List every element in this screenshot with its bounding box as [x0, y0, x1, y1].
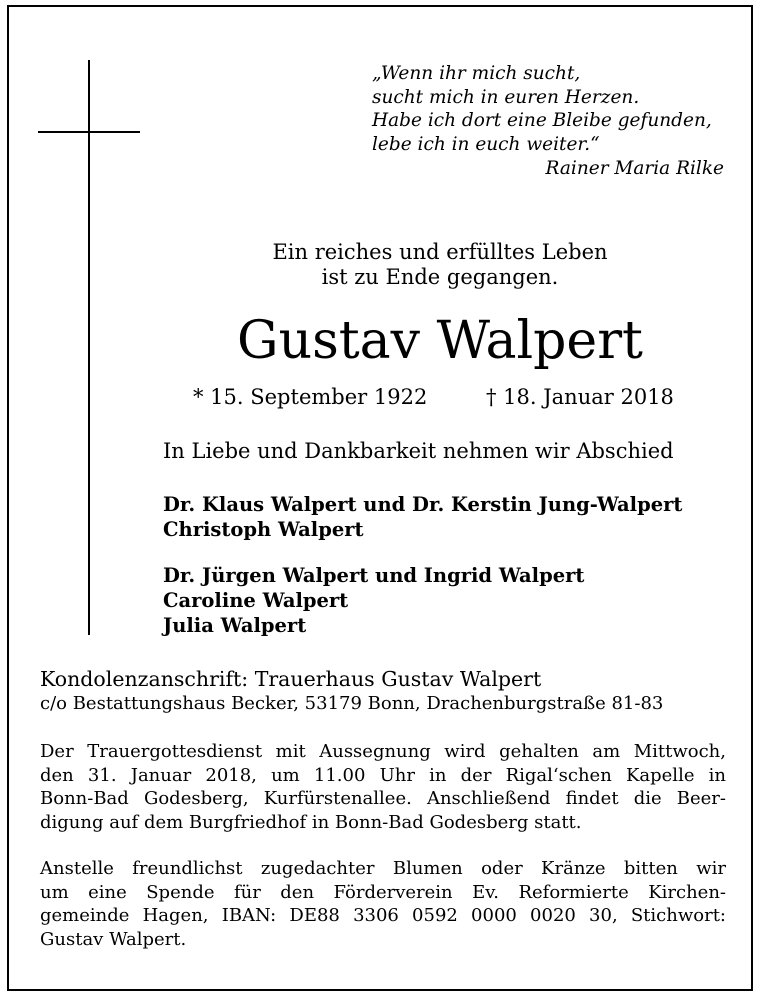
- service-line: den 31. Januar 2018, um 11.00 Uhr in der Rigal‘schen Kapelle in: [40, 764, 726, 786]
- donation-line: um eine Spende für den Förderverein Ev. Reformierte Kirchen-: [40, 881, 726, 903]
- deceased-name: Gustav Walpert: [237, 311, 643, 371]
- cross-horizontal-bar: [38, 131, 140, 133]
- intro-line: Ein reiches und erfülltes Leben: [272, 240, 608, 264]
- quote-line: Habe ich dort eine Bleibe gefunden,: [372, 110, 712, 131]
- quote-line: „Wenn ihr mich sucht,: [372, 63, 581, 84]
- donation-paragraph: [40, 857, 726, 951]
- donation-line: Anstelle freundlichst zugedachter Blumen oder Kränze bitten wir: [40, 858, 726, 879]
- family-member: Dr. Klaus Walpert und Dr. Kerstin Jung-Walpert: [163, 493, 683, 516]
- death-date: † 18. Januar 2018: [486, 385, 674, 409]
- service-line: digung auf dem Burgfriedhof in Bonn-Bad Godesberg statt.: [40, 811, 582, 833]
- donation-line: gemeinde Hagen, IBAN: DE88 3306 0592 0000 0020 30, Stichwort:: [40, 905, 726, 926]
- family-member: Julia Walpert: [163, 614, 307, 637]
- intro-line: ist zu Ende gegangen.: [321, 265, 559, 289]
- family-member: Caroline Walpert: [163, 589, 349, 612]
- condolence-address: [40, 666, 730, 716]
- service-paragraph: [40, 740, 726, 834]
- quote-line: sucht mich in euren Herzen.: [372, 86, 640, 108]
- birth-date: * 15. September 1922: [193, 385, 428, 409]
- quote-author: Rainer Maria Rilke: [545, 158, 724, 179]
- service-line: Bonn-Bad Godesberg, Kurfürstenallee. Anschließend findet die Beer-: [40, 788, 726, 809]
- family-member: Christoph Walpert: [163, 518, 364, 541]
- donation-line: Gustav Walpert.: [40, 928, 187, 950]
- rilke-quote: [372, 62, 724, 181]
- cross-vertical-bar: [88, 60, 90, 635]
- family-group-1: [163, 492, 682, 542]
- family-member: Dr. Jürgen Walpert und Ingrid Walpert: [163, 564, 585, 587]
- service-line: Der Trauergottesdienst mit Aussegnung wird gehalten am Mittwoch,: [40, 741, 726, 762]
- condolence-address-line: c/o Bestattungshaus Becker, 53179 Bonn, Drachenburgstraße 81-83: [40, 693, 664, 714]
- quote-line: lebe ich in euch weiter.“: [372, 133, 600, 155]
- intro-text: [160, 240, 720, 290]
- condolence-line: Kondolenzanschrift: Trauerhaus Gustav Walpert: [40, 667, 542, 691]
- family-group-2: [163, 563, 584, 638]
- farewell-line: In Liebe und Dankbarkeit nehmen wir Abschied: [163, 439, 674, 463]
